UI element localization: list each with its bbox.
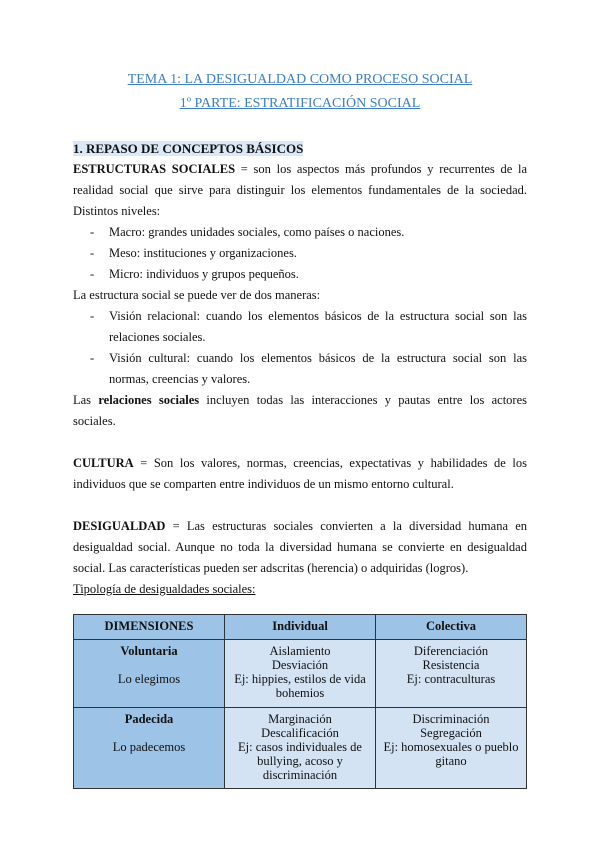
table-cell: Diferenciación Resistencia Ej: contraculturas [376,640,527,708]
text: Las [73,393,99,407]
title-line-1: TEMA 1: LA DESIGUALDAD COMO PROCESO SOCIAL [127,72,473,87]
table-row [74,640,527,708]
levels-list [73,222,527,285]
list-item: - Visión cultural: cuando los elementos básicos de la estructura social son las normas, creencias y valores. [73,348,527,390]
term: DESIGUALDAD [73,519,166,533]
table-cell: Aislamiento Desviación Ej: hippies, estilos de vida bohemios [225,640,376,708]
table-cell: Marginación Descalificación Ej: casos individuales de bullying, acoso y discriminación [225,708,376,789]
table-cell: Discriminación Segregación Ej: homosexuales o pueblo gitano [376,708,527,789]
list-item: - Visión relacional: cuando los elementos básicos de la estructura social son las relaciones sociales. [73,306,527,348]
definition: = Las estructuras sociales convierten a la diversidad humana en desigualdad social. Aunque no toda la diversidad humana se convierte en desigualdad social. Las características pueden ser adscritas (herencia) o adquiridas (logros). [73,519,527,575]
term: relaciones sociales [98,393,200,407]
term: ESTRUCTURAS SOCIALES [73,162,236,176]
table-header-row [74,615,527,640]
title-line-2: 1º PARTE: ESTRATIFICACIÓN SOCIAL [179,96,421,111]
list-item: - Micro: individuos y grupos pequeños. [73,264,527,285]
header-cell: Individual [225,615,376,640]
header-cell: Colectiva [376,615,527,640]
list-item: - Meso: instituciones y organizaciones. [73,243,527,264]
tipologia-table [73,614,527,789]
maneras-list [73,306,527,390]
section-heading-text: 1. REPASO DE CONCEPTOS BÁSICOS [73,141,304,156]
dimension-subtitle: Lo padecemos [112,740,186,754]
cultura-paragraph [73,453,527,495]
dimension-title: Voluntaria [120,644,178,658]
text: incluyen todas las interacciones y pautas entre los actores sociales. [73,393,527,428]
section-heading [73,138,527,159]
document-page [73,68,527,789]
definition: = Son los valores, normas, creencias, expectativas y habilidades de los individuos que se comparten entre individuos de un mismo entorno cultural. [73,456,527,491]
maneras-intro: La estructura social se puede ver de dos maneras: [73,288,321,302]
dimension-cell [74,708,225,789]
list-item: - Macro: grandes unidades sociales, como países o naciones. [73,222,527,243]
dimension-title: Padecida [124,712,174,726]
tipologia-label: Tipología de desigualdades sociales: [73,582,256,596]
definition: = son los aspectos más profundos y recurrentes de la realidad social que sirve para distinguir los elementos fundamentales de la sociedad. Distintos niveles: [73,162,527,218]
header-cell: DIMENSIONES [74,615,225,640]
term: CULTURA [73,456,134,470]
dimension-subtitle: Lo elegimos [117,672,181,686]
table-row [74,708,527,789]
dimension-cell [74,640,225,708]
relaciones-paragraph [73,390,527,432]
estructuras-paragraph [73,159,527,222]
desigualdad-paragraph [73,516,527,579]
